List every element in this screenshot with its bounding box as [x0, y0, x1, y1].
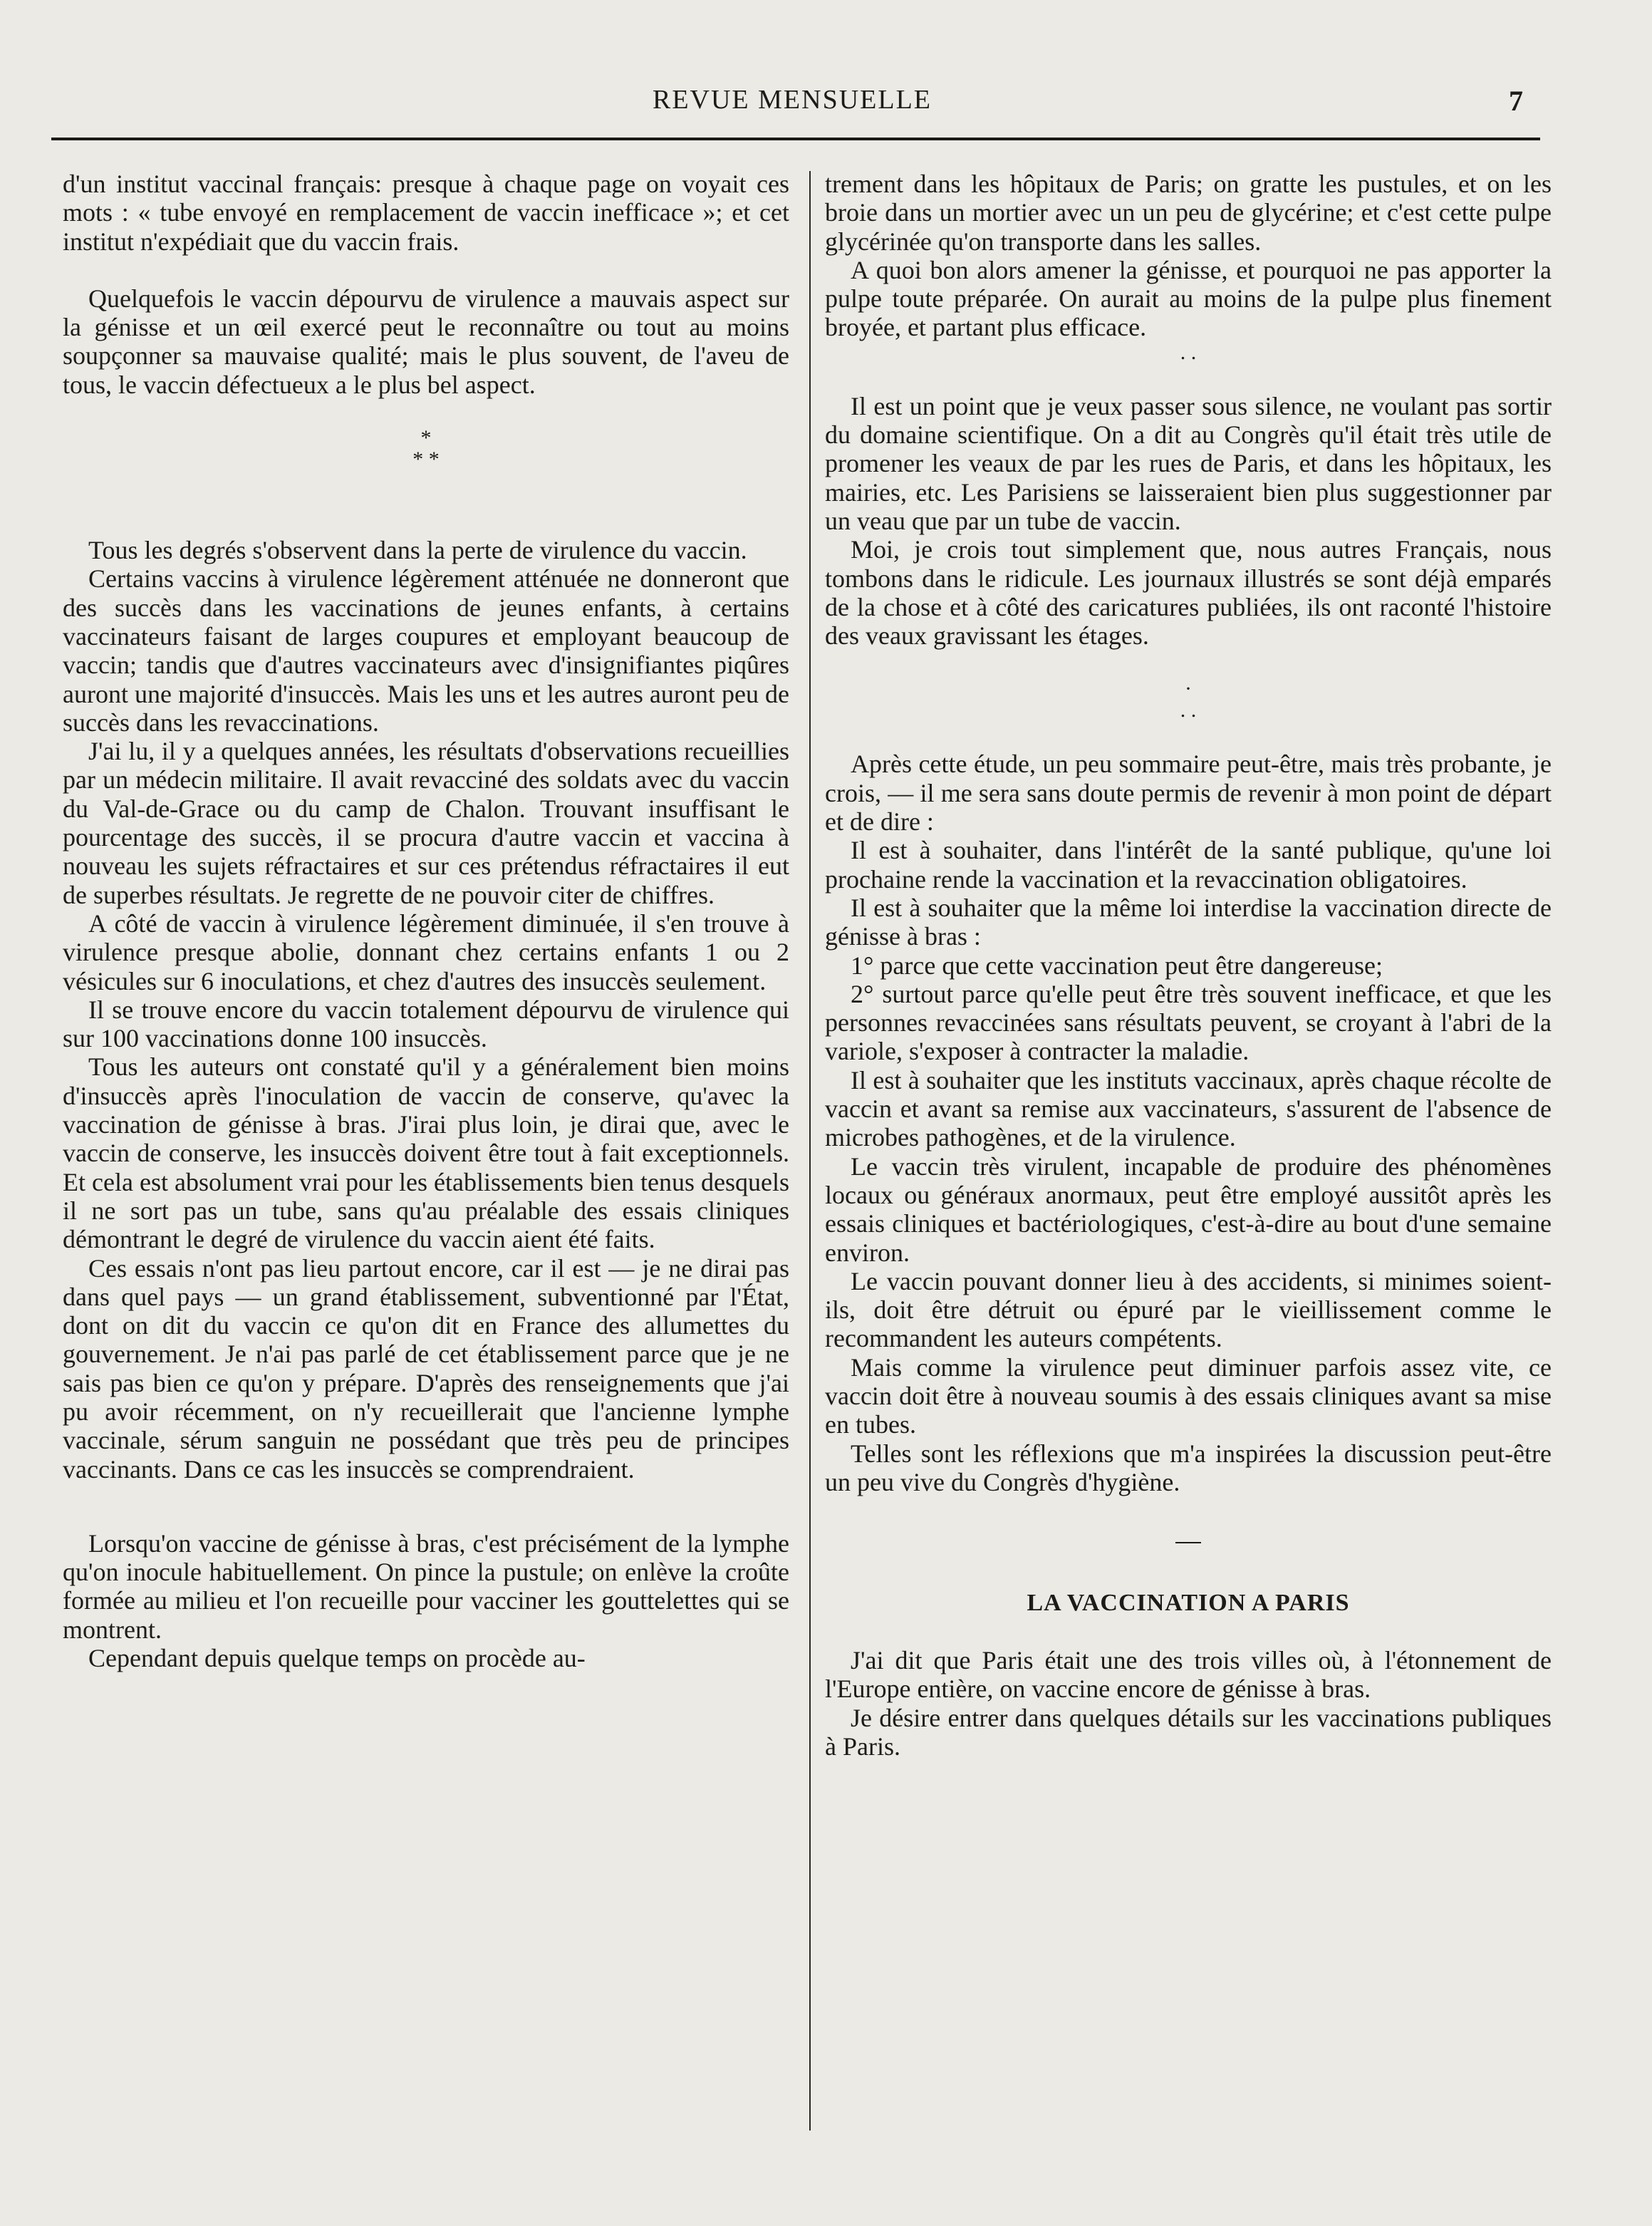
- column-rule: [809, 171, 811, 2131]
- paragraph: Il est à souhaiter que les instituts vaccinaux, après chaque récolte de vaccin et avant sa remise aux vaccinateurs, s'assurent de l'absence de microbes pathogènes, et de la virulence.: [825, 1065, 1552, 1152]
- paragraph: Moi, je crois tout simplement que, nous autres Français, nous tombons dans le ridicule. Les journaux illustrés se sont déjà emparés de la chose et à côté des caricatures publiées, ils ont raconté l'histoire des veaux gravissant les étages.: [825, 535, 1552, 651]
- right-column: [825, 170, 1552, 1761]
- paragraph: 1° parce que cette vaccination peut être dangereuse;: [851, 951, 1383, 980]
- paragraph: Ces essais n'ont pas lieu partout encore, car il est — je ne dirai pas dans quel pays — un grand établissement, subventionné par l'État, dont on dit du vaccin ce qu'on dit en France des allumettes du gouvernement. Je n'ai pas parlé de cet établissement parce que je ne sais pas bien ce qu'on y prépare. D'après des renseignements que j'ai pu avoir récemment, on n'y recueillerait que l'ancienne lymphe vaccinale, sérum sanguin ne possédant que très peu de principes vaccinants. Dans ce cas les insuccès se comprendraient.: [63, 1253, 789, 1484]
- paragraph: 2° surtout parce qu'elle peut être très souvent inefficace, et que les personnes revaccinées sans résultats peuvent, se croyant à l'abri de la variole, s'exposer à contracter la maladie.: [825, 979, 1552, 1066]
- paragraph: Après cette étude, un peu sommaire peut-être, mais très probante, je crois, — il me sera sans doute permis de revenir à mon point de départ et de dire :: [825, 750, 1552, 837]
- left-column: [63, 170, 789, 1672]
- page-number: 7: [1509, 85, 1523, 117]
- header-rule: [51, 138, 1540, 140]
- paragraph: Le vaccin pouvant donner lieu à des accidents, si minimes soient-ils, doit être détruit ou épuré par le vieillissement comme le recommandent les auteurs compétents.: [825, 1266, 1552, 1353]
- paragraph: Certains vaccins à virulence légèrement atténuée ne donneront que des succès dans les vaccinations de jeunes enfants, à certains vaccinateurs faisant de larges coupures et employant beaucoup de vaccin; tandis que d'autres vaccinateurs avec d'insignifiantes piqûres auront une majorité d'insuccès. Mais les uns et les autres auront peu de succès dans les revaccinations.: [63, 564, 789, 737]
- paragraph: Quelquefois le vaccin dépourvu de virulence a mauvais aspect sur la génisse et un œil exercé peut le reconnaître ou tout au moins soupçonner sa mauvaise qualité; mais le plus souvent, de l'aveu de tous, le vaccin défectueux a le plus bel aspect.: [63, 284, 789, 399]
- paragraph: Cependant depuis quelque temps on procède au-: [88, 1644, 586, 1673]
- paragraph: Lorsqu'on vaccine de génisse à bras, c'est précisément de la lymphe qu'on inocule habituellement. On pince la pustule; on enlève la croûte formée au milieu et l'on recueille pour vacciner les gouttelettes qui se montrent.: [63, 1528, 789, 1644]
- paragraph: Il est à souhaiter que la même loi interdise la vaccination directe de génisse à bras :: [825, 893, 1552, 951]
- paragraph: trement dans les hôpitaux de Paris; on gratte les pustules, et on les broie dans un mortier avec un un peu de glycérine; et c'est cette pulpe glycérinée qu'on transporte dans les salles.: [825, 170, 1552, 256]
- dots-separator: . .: [1180, 340, 1197, 364]
- paragraph: J'ai lu, il y a quelques années, les résultats d'observations recueillies par un médecin militaire. Il avait revacciné des soldats avec du vaccin du Val-de-Grace ou du camp de Chalon. Trouvant insuffisant le pourcentage des succès, il se procura d'autre vaccin et vaccina à nouveau les sujets réfractaires et sur ces prétendus réfractaires il eut de superbes résultats. Je regrette de ne pouvoir citer de chiffres.: [63, 737, 789, 909]
- paragraph: Il est un point que je veux passer sous silence, ne voulant pas sortir du domaine scientifique. On a dit au Congrès qu'il était très utile de promener les veaux de par les rues de Paris, et dans les hôpitaux, les mairies, etc. Les Parisiens se laisseraient bien plus suggestionner par un veau que par un tube de vaccin.: [825, 391, 1552, 535]
- paragraph: Le vaccin très virulent, incapable de produire des phénomènes locaux ou généraux anormaux, peut être employé aussitôt après les essais cliniques et bactériologiques, c'est-à-dire au bout d'une semaine environ.: [825, 1151, 1552, 1267]
- paragraph: Mais comme la virulence peut diminuer parfois assez vite, ce vaccin doit être à nouveau soumis à des essais cliniques avant sa mise en tubes.: [825, 1352, 1552, 1439]
- dots-separator: ·: [1185, 677, 1192, 701]
- paragraph: A côté de vaccin à virulence légèrement diminuée, il s'en trouve à virulence presque abolie, donnant chez certains enfants 1 ou 2 vésicules sur 6 inoculations, et chez d'autres des insuccès seulement.: [63, 908, 789, 995]
- running-head: REVUE MENSUELLE: [652, 85, 933, 115]
- paragraph: J'ai dit que Paris était une des trois villes où, à l'étonnement de l'Europe entière, on vaccine encore de génisse à bras.: [825, 1646, 1552, 1704]
- asterism-top: *: [420, 426, 432, 450]
- paragraph: Il est à souhaiter, dans l'intérêt de la santé publique, qu'une loi prochaine rende la vaccination et la revaccination obligatoires.: [825, 836, 1552, 894]
- paragraph: Je désire entrer dans quelques détails sur les vaccinations publiques à Paris.: [825, 1703, 1552, 1761]
- paragraph: A quoi bon alors amener la génisse, et pourquoi ne pas apporter la pulpe toute préparée. On aurait au moins de la pulpe plus finement broyée, et partant plus efficace.: [825, 255, 1552, 342]
- paragraph: Il se trouve encore du vaccin totalement dépourvu de virulence qui sur 100 vaccinations donne 100 insuccès.: [63, 995, 789, 1053]
- paragraph: d'un institut vaccinal français: presque à chaque page on voyait ces mots : « tube envoyé en remplacement de vaccin inefficace »; et cet institut n'expédiait que du vaccin frais.: [63, 170, 789, 256]
- paragraph: Tous les auteurs ont constaté qu'il y a généralement bien moins d'insuccès après l'inoculation de vaccin de conserve, qu'avec la vaccination de génisse à bras. J'irai plus loin, je dirai que, avec le vaccin de conserve, les insuccès doivent être tout à fait exceptionnels. Et cela est absolument vrai pour les établissements bien tenus desquels il ne sort pas un tube, sans qu'au préalable des essais cliniques démontrant le degré de virulence du vaccin aient été faits.: [63, 1052, 789, 1254]
- asterism-bottom: * *: [412, 447, 440, 472]
- paragraph: Telles sont les réflexions que m'a inspirées la discussion peut-être un peu vive du Congrès d'hygiène.: [825, 1439, 1552, 1496]
- dots-separator: . .: [1180, 698, 1197, 723]
- paragraph: Tous les degrés s'observent dans la perte de virulence du vaccin.: [88, 536, 747, 565]
- section-title: LA VACCINATION A PARIS: [1027, 1590, 1350, 1617]
